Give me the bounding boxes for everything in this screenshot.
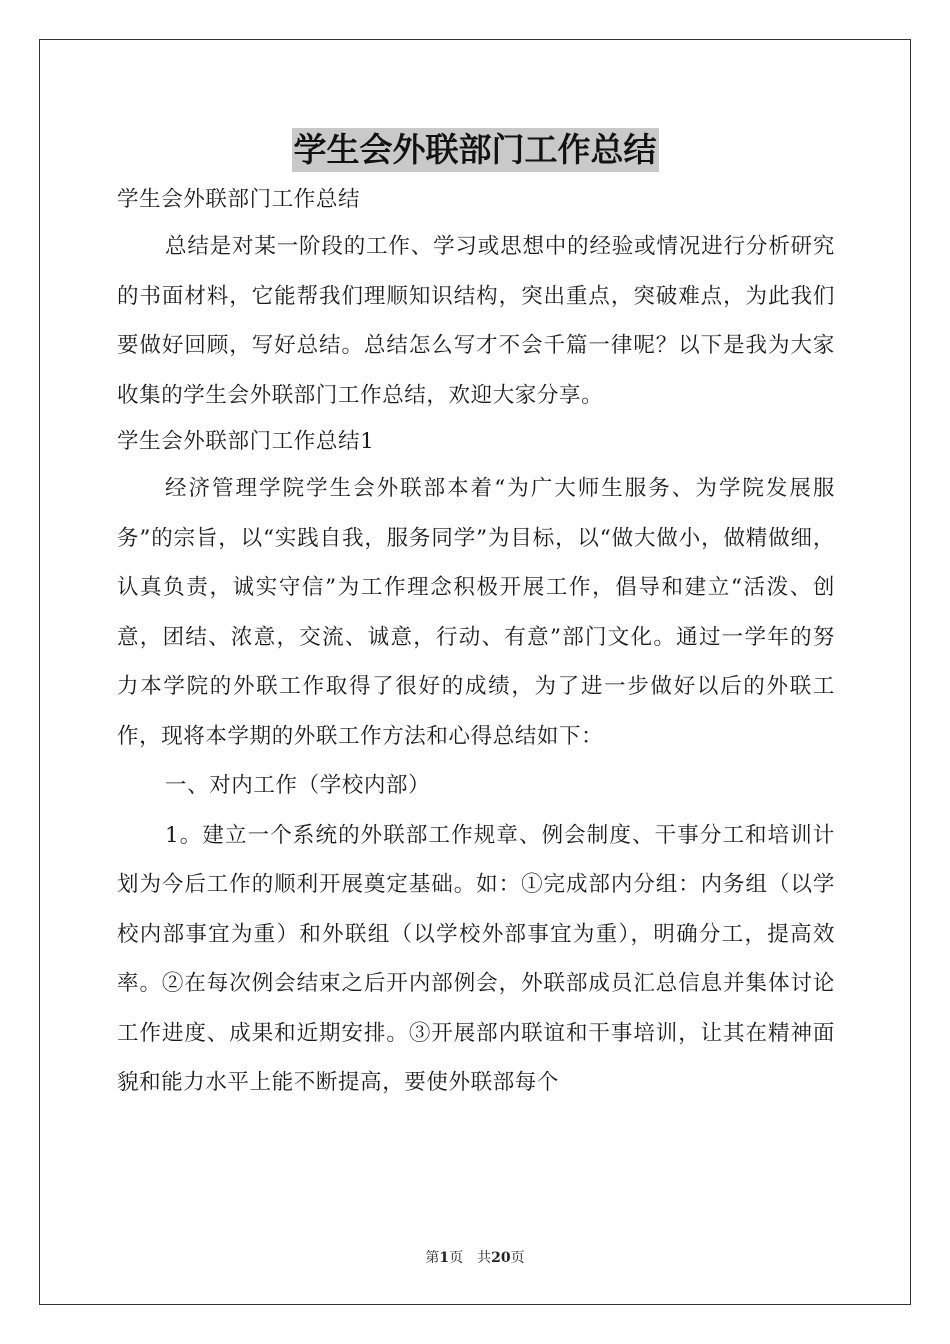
total-page-count: 20 [491,1250,511,1266]
section-heading: 学生会外联部门工作总结1 [117,429,375,454]
page-footer [0,1247,950,1267]
subheading: 一、对内工作（学校内部） [165,773,431,798]
current-page-number: 1 [439,1250,450,1266]
total-prefix: 共 [477,1250,492,1266]
document-body [117,178,835,1108]
document-subtitle: 学生会外联部门工作总结 [117,187,361,212]
page-prefix: 第 [425,1250,440,1266]
body-paragraph: 经济管理学院学生会外联部本着“为广大师生服务、为学院发展服务”的宗旨，以“实践自我，服务同学”为目标，以“做大做小，做精做细，认真负责，诚实守信”为工作理念积极开展工作，倡导和建立“活泼、创意，团结、浓意，交流、诚意，行动、有意”部门文化。通过一学年的努力本学院的外联工作取得了很好的成绩，为了进一步做好以后的外联工作，现将本学期的外联工作方法和心得总结如下： [117,476,835,749]
intro-paragraph: 总结是对某一阶段的工作、学习或思想中的经验或情况进行分析研究的书面材料，它能帮我们理顺知识结构，突出重点，突破难点，为此我们要做好回顾，写好总结。总结怎么写才不会千篇一律呢？以下是我为大家收集的学生会外联部门工作总结，欢迎大家分享。 [117,234,835,408]
list-item-paragraph: 1。建立一个系统的外联部工作规章、例会制度、干事分工和培训计划为今后工作的顺利开展奠定基础。如：①完成部内分组：内务组（以学校内部事宜为重）和外联组（以学校外部事宜为重），明确分工，提高效率。②在每次例会结束之后开内部例会，外联部成员汇总信息并集体讨论工作进度、成果和近期安排。③开展部内联谊和干事培训，让其在精神面貌和能力水平上能不断提高，要使外联部每个 [117,822,835,1095]
document-title: 学生会外联部门工作总结 [292,128,659,172]
total-suffix: 页 [510,1250,525,1266]
page-suffix: 页 [449,1250,464,1266]
title-container [0,128,950,172]
